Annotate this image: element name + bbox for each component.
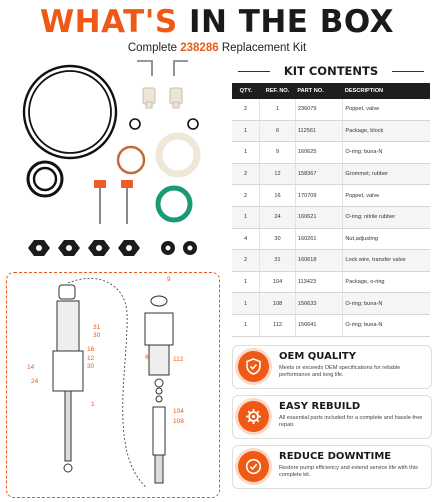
table-cell: Grommet; rubber	[343, 163, 430, 185]
table-row	[232, 120, 430, 142]
callout-label: 31	[93, 324, 101, 331]
table-cell: 1	[260, 99, 296, 120]
feature-text: All essential parts included for a complete and hassle-free repair.	[279, 415, 423, 428]
table-row	[232, 163, 430, 185]
gear-icon	[238, 401, 269, 432]
table-row	[232, 314, 430, 336]
table-cell: 160625	[295, 142, 343, 164]
callout-label: 30	[87, 363, 95, 370]
table-cell: O-ring; buna-N	[343, 293, 430, 315]
table-cell: 2	[232, 99, 260, 120]
table-row	[232, 293, 430, 315]
table-cell: 156641	[295, 314, 343, 336]
title-highlight: WHAT'S	[39, 4, 178, 40]
table-cell: Lock wire, transfer valve	[343, 250, 430, 272]
table-cell: 112	[260, 314, 296, 336]
table-cell: 1	[232, 206, 260, 228]
title-rest: IN THE BOX	[188, 4, 395, 40]
callout-label: 112	[173, 356, 184, 363]
exploded-diagram	[6, 272, 220, 498]
table-row	[232, 206, 430, 228]
column-header-ref: REF. NO.	[260, 83, 296, 99]
feature-reduce-downtime	[232, 445, 432, 489]
callout-label: 6	[145, 354, 149, 361]
table-cell: 156633	[295, 293, 343, 315]
callout-label: 1	[91, 401, 95, 408]
column-header-part: PART NO.	[295, 83, 343, 99]
table-row	[232, 271, 430, 293]
callout-label: 14	[27, 364, 35, 371]
table-cell: O-ring; buna-N	[343, 142, 430, 164]
kit-parts-image	[0, 56, 230, 268]
feature-oem-quality	[232, 345, 432, 389]
kit-contents-table	[232, 83, 430, 337]
table-cell: 236079	[295, 99, 343, 120]
table-cell: 158367	[295, 163, 343, 185]
table-cell: O-ring; buna-N	[343, 314, 430, 336]
table-cell: 1	[232, 293, 260, 315]
table-cell: 113423	[295, 271, 343, 293]
table-cell: Poppet, valve	[343, 185, 430, 207]
table-cell: 104	[260, 271, 296, 293]
feature-text: Restore pump efficiency and extend service life with this complete kit.	[279, 465, 418, 478]
table-row	[232, 185, 430, 207]
table-cell: Nut,adjusting	[343, 228, 430, 250]
shield-check-icon	[238, 351, 269, 382]
table-cell: Package, o-ring	[343, 271, 430, 293]
table-cell: 31	[260, 250, 296, 272]
table-cell: Package, block	[343, 120, 430, 142]
table-cell: 2	[232, 163, 260, 185]
table-cell: 170709	[295, 185, 343, 207]
clock-check-icon	[238, 451, 269, 482]
callout-label: 30	[93, 332, 101, 339]
callout-label: 24	[31, 378, 39, 385]
table-cell: 9	[260, 142, 296, 164]
table-cell: 1	[232, 271, 260, 293]
subtitle-post: Replacement Kit	[221, 42, 307, 54]
feature-text: Meets or exceeds OEM specifications for reliable performance and long life.	[279, 365, 401, 378]
table-cell: 1	[232, 120, 260, 142]
table-cell: 12	[260, 163, 296, 185]
kit-code: 238286	[180, 42, 219, 54]
table-cell: 24	[260, 206, 296, 228]
table-cell: 4	[232, 228, 260, 250]
table-cell: 160261	[295, 228, 343, 250]
table-cell: 1	[232, 314, 260, 336]
table-cell: 30	[260, 228, 296, 250]
callout-label: 16	[87, 346, 95, 353]
table-cell: 112561	[295, 120, 343, 142]
subtitle-pre: Complete	[127, 42, 178, 54]
table-row	[232, 142, 430, 164]
callout-label: 9	[167, 276, 171, 283]
table-row	[232, 250, 430, 272]
page-title	[0, 4, 434, 40]
table-cell: 108	[260, 293, 296, 315]
feature-title: REDUCE DOWNTIME	[279, 451, 392, 462]
feature-title: OEM QUALITY	[279, 351, 356, 362]
feature-title: EASY REBUILD	[279, 401, 361, 412]
subtitle	[0, 42, 434, 54]
table-cell: Poppet, valve	[343, 99, 430, 120]
table-row	[232, 228, 430, 250]
column-header-description: DESCRIPTION	[343, 83, 430, 99]
table-cell: 2	[232, 185, 260, 207]
column-header-qty: QTY.	[232, 83, 260, 99]
table-cell: 160621	[295, 206, 343, 228]
callout-label: 108	[173, 418, 184, 425]
table-cell: O-ring; nitrile rubber	[343, 206, 430, 228]
callout-label: 12	[87, 355, 95, 362]
callout-label: 104	[173, 408, 184, 415]
table-cell: 6	[260, 120, 296, 142]
feature-easy-rebuild	[232, 395, 432, 439]
table-row	[232, 99, 430, 120]
table-cell: 16	[260, 185, 296, 207]
kit-contents-title: KIT CONTENTS	[232, 62, 430, 80]
table-cell: 160618	[295, 250, 343, 272]
table-cell: 1	[232, 142, 260, 164]
table-cell: 2	[232, 250, 260, 272]
diagram-drawing	[7, 273, 219, 497]
